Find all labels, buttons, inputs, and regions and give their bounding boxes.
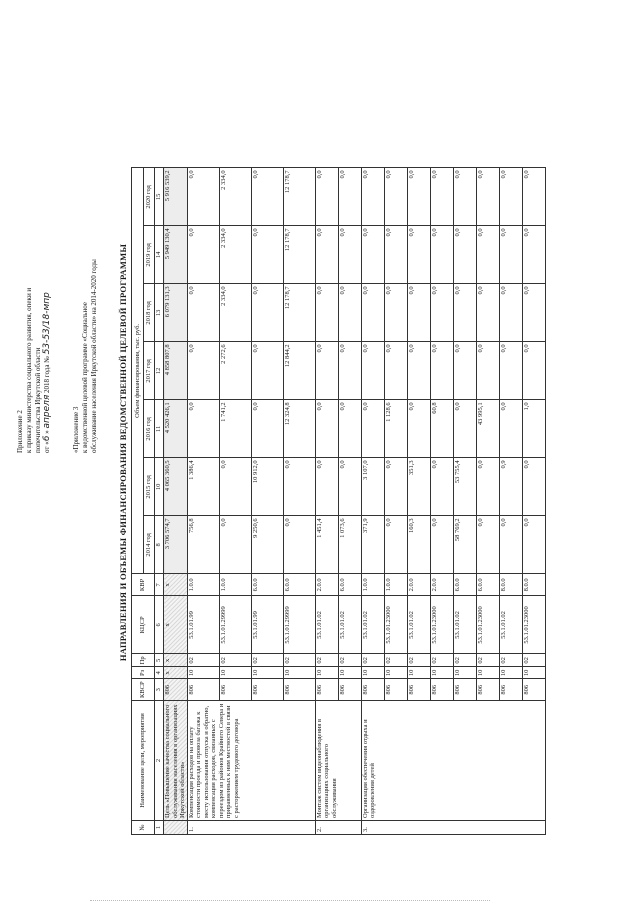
pr-cell: 02 <box>476 654 499 667</box>
kvsr-cell: 806 <box>219 679 251 701</box>
rz-cell: 10 <box>338 667 361 679</box>
rz-cell: 10 <box>219 667 251 679</box>
kvsr-cell: 806 <box>430 679 453 701</box>
kvr-cell: 1.0.0 <box>187 574 219 596</box>
value-cell: 0,0 <box>384 516 407 574</box>
table-row <box>361 168 384 835</box>
value-cell: 0,0 <box>407 284 430 342</box>
value-cell: 0,0 <box>430 516 453 574</box>
kcsr-cell: 53.1.01.99 <box>187 596 219 654</box>
goal-no-cell <box>164 821 188 835</box>
kvsr-cell: 806 <box>499 679 522 701</box>
value-cell: 0,0 <box>407 226 430 284</box>
value-cell: 0,0 <box>499 168 522 226</box>
value-cell: 0,0 <box>430 284 453 342</box>
order-date-line: от «6 » апреля 2018 года № 53-53/18-мпр <box>42 292 52 453</box>
value-cell: 0,0 <box>361 342 384 400</box>
row-number-cell: 1. <box>187 821 315 835</box>
kcsr-cell: 53.1.01.02 <box>361 596 384 654</box>
value-cell: 0,0 <box>407 400 430 458</box>
col-header-year: 2014 год <box>144 516 155 574</box>
value-cell: 12 178,7 <box>283 168 315 226</box>
value-cell: 0,0 <box>315 226 338 284</box>
rz-cell: 10 <box>187 667 219 679</box>
value-cell: 0,0 <box>338 400 361 458</box>
kvsr-cell: 806 <box>283 679 315 701</box>
kcsr-cell: 53.1.01.29999 <box>283 596 315 654</box>
value-cell: 0,0 <box>251 168 283 226</box>
value-cell: 12 178,7 <box>283 226 315 284</box>
kvsr-cell: 806 <box>187 679 219 701</box>
col-number-cell: 8 <box>155 516 164 574</box>
kvr-cell: 2.0.0 <box>315 574 338 596</box>
col-header-no: № <box>132 821 155 835</box>
kvr-cell: 6.0.0 <box>251 574 283 596</box>
col-header-rz: Рз <box>132 667 155 679</box>
col-header-year: 2020 год <box>144 168 155 226</box>
value-cell: 0,0 <box>499 516 522 574</box>
value-cell: 1 741,2 <box>219 400 251 458</box>
kvr-cell: 6.0.0 <box>283 574 315 596</box>
value-cell: 2 334,0 <box>219 284 251 342</box>
value-cell: 0,0 <box>219 516 251 574</box>
kvsr-cell: 806 <box>384 679 407 701</box>
col-header-year: 2017 год <box>144 342 155 400</box>
pr-cell: 02 <box>453 654 476 667</box>
value-cell: 0,0 <box>315 342 338 400</box>
kcsr-cell: 53.1.01.02 <box>499 596 522 654</box>
value-cell: 0,0 <box>338 168 361 226</box>
pr-cell: 02 <box>499 654 522 667</box>
value-cell: 0,0 <box>361 400 384 458</box>
pr-cell: 02 <box>219 654 251 667</box>
value-cell: 0,0 <box>315 168 338 226</box>
value-cell: 756,8 <box>187 516 219 574</box>
value-cell: 0,0 <box>251 284 283 342</box>
value-cell: 1 451,4 <box>315 516 338 574</box>
value-cell: 0,0 <box>522 284 545 342</box>
kvsr-cell: 806 <box>453 679 476 701</box>
goal-row <box>164 168 188 835</box>
goal-value-cell: 4 065 360,5 <box>164 458 188 516</box>
goal-value-cell: 4 520 426,1 <box>164 400 188 458</box>
scan-edge-mark <box>90 899 490 901</box>
rz-cell: 10 <box>453 667 476 679</box>
value-cell: 0,0 <box>361 284 384 342</box>
value-cell: 0,0 <box>384 226 407 284</box>
col-number-cell: 4 <box>155 667 164 679</box>
col-number-cell: 1 <box>155 821 164 835</box>
kvr-cell: 1.0.0 <box>384 574 407 596</box>
value-cell: 0,0 <box>384 342 407 400</box>
value-cell: 0,0 <box>499 400 522 458</box>
value-cell: 0,0 <box>251 226 283 284</box>
measure-name-cell: Компенсация расходов на оплату стоимости проезда и провоза багажа к месту использования отпуска и обратно, компенсация расходов, связанных с переездом из районов Крайнего Севера и приравненных к ним местностей в связи с расторжением трудового договора <box>187 701 315 821</box>
rz-cell: 10 <box>407 667 430 679</box>
kvsr-cell: 806 <box>315 679 338 701</box>
appendix-3-label: «Приложение 3 <box>72 406 80 453</box>
value-cell: 0,0 <box>338 342 361 400</box>
kcsr-cell: 53.1.01.02 <box>407 596 430 654</box>
financing-table <box>131 167 546 835</box>
value-cell: 0,0 <box>407 168 430 226</box>
value-cell: 2 334,0 <box>219 226 251 284</box>
value-cell: 160,3 <box>407 516 430 574</box>
rz-cell: 10 <box>315 667 338 679</box>
value-cell: 0,0 <box>453 226 476 284</box>
value-cell: 0,0 <box>430 342 453 400</box>
kcsr-cell: 53.1.01.23000 <box>384 596 407 654</box>
col-number-cell: 12 <box>155 342 164 400</box>
value-cell: 0,0 <box>499 284 522 342</box>
kcsr-cell: 53.1.01.99 <box>251 596 283 654</box>
kcsr-cell: 53.1.01.23000 <box>522 596 545 654</box>
value-cell: 0,0 <box>407 342 430 400</box>
value-cell: 0,0 <box>338 226 361 284</box>
col-header-kcsr: КЦСР <box>132 596 155 654</box>
col-header-year: 2019 год <box>144 226 155 284</box>
value-cell: 0,0 <box>499 226 522 284</box>
col-header-year: 2015 год <box>144 458 155 516</box>
kvr-cell: 1.0.0 <box>219 574 251 596</box>
value-cell: 60,8 <box>430 400 453 458</box>
value-cell: 12 324,8 <box>283 400 315 458</box>
value-cell: 1 386,4 <box>187 458 219 516</box>
col-number-cell: 13 <box>155 284 164 342</box>
order-header <box>16 288 52 453</box>
value-cell: 0,0 <box>453 168 476 226</box>
pr-cell: 02 <box>384 654 407 667</box>
measure-name-cell: Монтаж систем видеонаблюдения в организациях социального обслуживания <box>315 701 361 821</box>
goal-kvsr-cell: 806 <box>164 679 188 701</box>
col-number-cell: 5 <box>155 654 164 667</box>
value-cell: 0,0 <box>384 284 407 342</box>
col-header-kvr: КВР <box>132 574 155 596</box>
col-number-cell: 7 <box>155 574 164 596</box>
kvr-cell: 2.0.0 <box>430 574 453 596</box>
col-header-year: 2016 год <box>144 400 155 458</box>
value-cell: 0,0 <box>315 458 338 516</box>
value-cell: 0,0 <box>453 284 476 342</box>
pr-cell: 02 <box>522 654 545 667</box>
col-number-cell: 14 <box>155 226 164 284</box>
kvr-cell: 1.0.0 <box>361 574 384 596</box>
value-cell: 0,0 <box>430 168 453 226</box>
col-number-cell: 10 <box>155 458 164 516</box>
kcsr-cell: 53.1.01.02 <box>315 596 338 654</box>
kcsr-cell: 53.1.01.23000 <box>430 596 453 654</box>
value-cell: 0,0 <box>522 342 545 400</box>
header-row-1 <box>132 168 144 835</box>
value-cell: 0,0 <box>476 168 499 226</box>
value-cell: 12 178,7 <box>283 284 315 342</box>
value-cell: 0,0 <box>187 284 219 342</box>
kvsr-cell: 806 <box>407 679 430 701</box>
value-cell: 351,3 <box>407 458 430 516</box>
value-cell: 3 107,0 <box>361 458 384 516</box>
value-cell: 0,0 <box>453 342 476 400</box>
value-cell: 0,0 <box>476 226 499 284</box>
document-title: НАПРАВЛЕНИЯ И ОБЪЕМЫ ФИНАНСИРОВАНИЯ ВЕДОМСТВЕННОЙ ЦЕЛЕВОЙ ПРОГРАММЫ <box>118 243 128 662</box>
appendix-2-label: Приложение 2 <box>16 410 24 453</box>
value-cell: 0,0 <box>384 458 407 516</box>
goal-kvr-cell: х <box>164 574 188 596</box>
value-cell: 1 073,6 <box>338 516 361 574</box>
goal-value-cell: 5 949 130,4 <box>164 226 188 284</box>
goal-value-cell: 4 858 807,8 <box>164 342 188 400</box>
kvr-cell: 8.0.0 <box>499 574 522 596</box>
value-cell: 2 334,0 <box>219 168 251 226</box>
value-cell: 0,0 <box>499 342 522 400</box>
kvr-cell: 6.0.0 <box>338 574 361 596</box>
goal-value-cell: 3 706 574,7 <box>164 516 188 574</box>
value-cell: 58 769,2 <box>453 516 476 574</box>
value-cell: 0,0 <box>430 458 453 516</box>
pr-cell: 02 <box>407 654 430 667</box>
value-cell: 0,0 <box>476 458 499 516</box>
value-cell: 0,9 <box>499 458 522 516</box>
col-number-cell: 15 <box>155 168 164 226</box>
value-cell: 0,0 <box>187 342 219 400</box>
pr-cell: 02 <box>430 654 453 667</box>
value-cell: 371,9 <box>361 516 384 574</box>
kcsr-cell: 53.1.01.02 <box>338 596 361 654</box>
value-cell: 0,0 <box>384 168 407 226</box>
value-cell: 0,0 <box>338 284 361 342</box>
rz-cell: 10 <box>251 667 283 679</box>
col-header-volume: Объем финансирования, тыс. руб. <box>132 168 144 574</box>
value-cell: 0,0 <box>361 226 384 284</box>
goal-kcsr-cell: х <box>164 596 188 654</box>
rz-cell: 10 <box>430 667 453 679</box>
pr-cell: 02 <box>338 654 361 667</box>
kvsr-cell: 806 <box>476 679 499 701</box>
order-line-3: попечительства Иркутской области <box>34 347 42 453</box>
kvr-cell: 6.0.0 <box>476 574 499 596</box>
rz-cell: 10 <box>283 667 315 679</box>
value-cell: 10 912,0 <box>251 458 283 516</box>
value-cell: 0,0 <box>283 516 315 574</box>
value-cell: 1,0 <box>522 400 545 458</box>
value-cell: 2 272,6 <box>219 342 251 400</box>
program-header <box>72 259 99 453</box>
col-header-name: Наименование цели, мероприятия <box>132 701 155 821</box>
pr-cell: 02 <box>187 654 219 667</box>
program-line-2: к ведомственной целевой программе «Социальное <box>81 302 89 453</box>
value-cell: 0,0 <box>522 516 545 574</box>
value-cell: 12 844,2 <box>283 342 315 400</box>
goal-value-cell: 5 916 539,2 <box>164 168 188 226</box>
value-cell: 0,0 <box>453 400 476 458</box>
order-number: 53-53/18-мпр <box>42 292 52 355</box>
rz-cell: 10 <box>361 667 384 679</box>
pr-cell: 02 <box>283 654 315 667</box>
value-cell: 9 250,6 <box>251 516 283 574</box>
row-number-cell: 2. <box>315 821 361 835</box>
value-cell: 0,0 <box>338 458 361 516</box>
value-cell: 0,0 <box>187 400 219 458</box>
value-cell: 0,0 <box>476 516 499 574</box>
value-cell: 0,0 <box>315 400 338 458</box>
header-row-numbers <box>155 168 164 835</box>
value-cell: 0,0 <box>315 284 338 342</box>
kvr-cell: 6.0.0 <box>453 574 476 596</box>
col-header-pr: Пр <box>132 654 155 667</box>
row-number-cell: 3. <box>361 821 545 835</box>
rz-cell: 10 <box>499 667 522 679</box>
table-row <box>315 168 338 835</box>
value-cell: 0,0 <box>476 284 499 342</box>
value-cell: 0,0 <box>430 226 453 284</box>
value-cell: 0,0 <box>251 400 283 458</box>
kcsr-cell: 53.1.01.29999 <box>219 596 251 654</box>
value-cell: 0,0 <box>476 342 499 400</box>
value-cell: 1 128,6 <box>384 400 407 458</box>
program-line-3: обслуживание населения Иркутской области» на 2014-2020 годы <box>90 259 98 453</box>
rz-cell: 10 <box>384 667 407 679</box>
table-body <box>132 168 546 835</box>
value-cell: 0,0 <box>361 168 384 226</box>
value-cell: 0,0 <box>283 458 315 516</box>
pr-cell: 02 <box>315 654 338 667</box>
table-row <box>187 168 219 835</box>
rz-cell: 10 <box>476 667 499 679</box>
col-header-year: 2018 год <box>144 284 155 342</box>
kcsr-cell: 53.1.01.23000 <box>476 596 499 654</box>
date-month: апреля <box>42 394 52 429</box>
measure-name-cell: Организация обеспечения отдыха и оздоровления детей <box>361 701 545 821</box>
goal-pr-cell: х <box>164 654 188 667</box>
kvsr-cell: 806 <box>522 679 545 701</box>
kvr-cell: 8.0.0 <box>522 574 545 596</box>
rz-cell: 10 <box>522 667 545 679</box>
col-header-kvsr: КВСР <box>132 679 155 701</box>
col-number-cell: 2 <box>155 701 164 821</box>
value-cell: 0,0 <box>522 458 545 516</box>
value-cell: 0,0 <box>522 168 545 226</box>
col-number-cell: 3 <box>155 679 164 701</box>
date-day: 6 <box>42 435 52 442</box>
value-cell: 43 995,1 <box>476 400 499 458</box>
goal-rz-cell: х <box>164 667 188 679</box>
col-number-cell: 11 <box>155 400 164 458</box>
order-line-2: к приказу министерства социального развития, опеки и <box>25 287 33 453</box>
kvr-cell: 2.0.0 <box>407 574 430 596</box>
value-cell: 0,0 <box>219 458 251 516</box>
goal-name-cell: Цель «Повышение качества социального обслуживания населения в организациях Иркутской области» <box>164 701 188 821</box>
kvsr-cell: 806 <box>361 679 384 701</box>
goal-value-cell: 6 079 131,3 <box>164 284 188 342</box>
value-cell: 0,0 <box>187 168 219 226</box>
pr-cell: 02 <box>361 654 384 667</box>
kcsr-cell: 53.1.01.02 <box>453 596 476 654</box>
pr-cell: 02 <box>251 654 283 667</box>
value-cell: 0,0 <box>187 226 219 284</box>
value-cell: 0,0 <box>251 342 283 400</box>
col-number-cell: 6 <box>155 596 164 654</box>
kvsr-cell: 806 <box>251 679 283 701</box>
kvsr-cell: 806 <box>338 679 361 701</box>
value-cell: 0,0 <box>522 226 545 284</box>
value-cell: 53 755,4 <box>453 458 476 516</box>
